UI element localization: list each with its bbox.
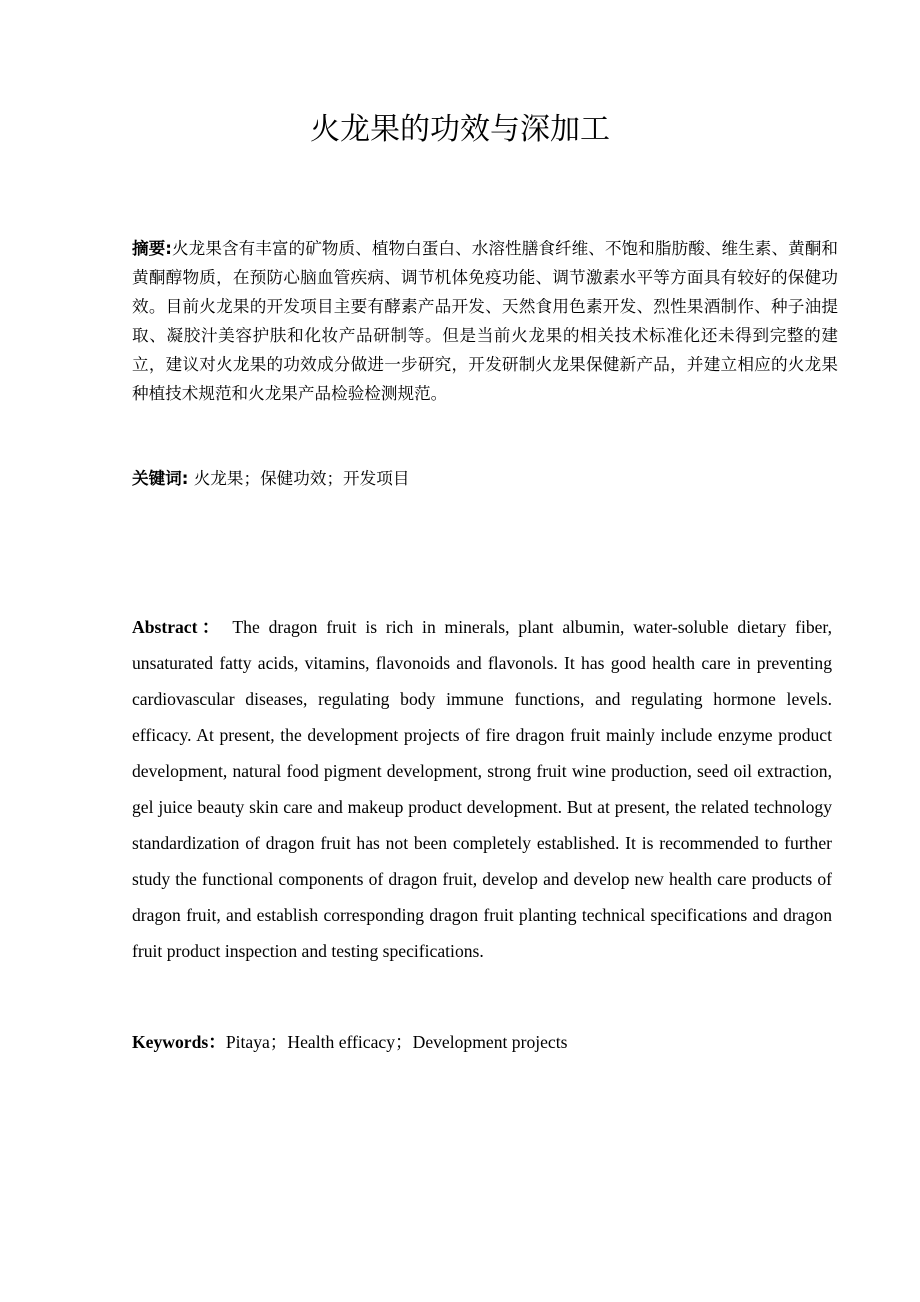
chinese-abstract [132, 234, 838, 408]
chinese-abstract-label: 摘要: [132, 239, 172, 258]
english-keywords [132, 1027, 832, 1057]
document-title: 火龙果的功效与深加工 [310, 112, 610, 147]
chinese-abstract-text: 火龙果含有丰富的矿物质、植物白蛋白、水溶性膳食纤维、不饱和脂肪酸、维生素、黄酮和黄酮醇物质，在预防心脑血管疾病、调节机体免疫功能、调节激素水平等方面具有较好的保健功效。目前火龙果的开发项目主要有酵素产品开发、天然食用色素开发、烈性果酒制作、种子油提取、凝胶汁美容护肤和化妆产品研制等。但是当前火龙果的相关技术标准化还未得到完整的建立，建议对火龙果的功效成分做进一步研究，开发研制火龙果保健新产品，并建立相应的火龙果种植技术规范和火龙果产品检验检测规范。 [132, 239, 839, 403]
chinese-keywords [132, 464, 838, 493]
english-keywords-text: Pitaya；Health efficacy；Development projects [225, 1032, 568, 1052]
english-keywords-label: Keywords： [132, 1032, 226, 1052]
chinese-keywords-text: 火龙果；保健功效；开发项目 [193, 469, 410, 488]
chinese-keywords-label: 关键词: [132, 469, 189, 488]
english-abstract-label: Abstract： [132, 617, 224, 637]
english-abstract-text: The dragon fruit is rich in minerals, plant albumin, water-soluble dietary fiber, unsaturated fatty acids, vitamins, flavonoids and flavonols. It has good health care in preventing cardiovascular diseases, regulating body immune functions, and regulating hormone levels. efficacy. At present, the development projects of fire dragon fruit mainly include enzyme product development, natural food pigment development, strong fruit wine production, seed oil extraction, gel juice beauty skin care and makeup product development. But at present, the related technology standardization of dragon fruit has not been completely established. It is recommended to further study the functional components of dragon fruit, develop and develop new health care products of dragon fruit, and establish corresponding dragon fruit planting technical specifications and dragon fruit product inspection and testing specifications. [132, 617, 832, 961]
english-abstract [132, 609, 832, 969]
